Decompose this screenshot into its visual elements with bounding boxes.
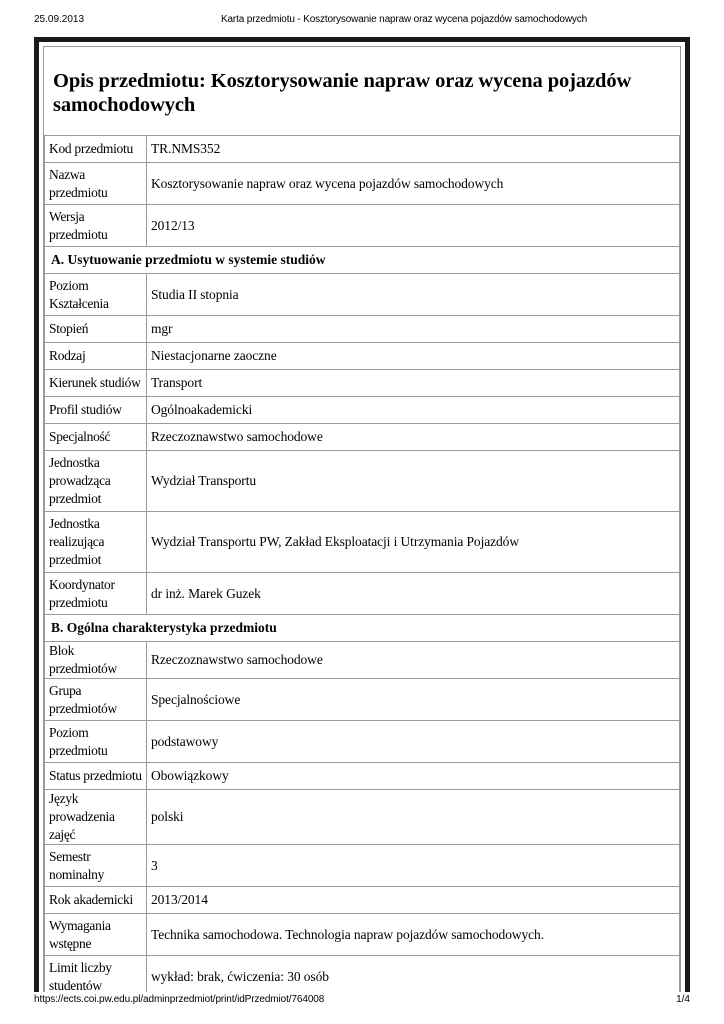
row-value: Technika samochodowa. Technologia napraw pojazdów samochodowych. xyxy=(147,914,680,956)
table-row xyxy=(45,887,680,914)
row-value: podstawowy xyxy=(147,721,680,763)
row-value: 2012/13 xyxy=(147,205,680,247)
table-row xyxy=(45,512,680,573)
row-label: Koordynator przedmiotu xyxy=(45,573,147,615)
row-label: Jednostka realizująca przedmiot xyxy=(45,512,147,573)
table-row xyxy=(45,424,680,451)
row-label: Poziom Kształcenia xyxy=(45,274,147,316)
table-row xyxy=(45,451,680,512)
course-card xyxy=(43,46,681,992)
print-url: https://ects.coi.pw.edu.pl/adminprzedmiot/print/idPrzedmiot/764008 xyxy=(34,994,325,1005)
row-value: mgr xyxy=(147,316,680,343)
row-value: Studia II stopnia xyxy=(147,274,680,316)
table-row xyxy=(45,763,680,790)
print-date: 25.09.2013 xyxy=(34,14,85,25)
row-value: Obowiązkowy xyxy=(147,763,680,790)
row-label: Język prowadzenia zajęć xyxy=(45,790,147,845)
section-title: B. Ogólna charakterystyka przedmiotu xyxy=(45,615,680,642)
row-value: Niestacjonarne zaoczne xyxy=(147,343,680,370)
table-row xyxy=(45,316,680,343)
row-label: Wersja przedmiotu xyxy=(45,205,147,247)
row-label: Jednostka prowadząca przedmiot xyxy=(45,451,147,512)
row-value: TR.NMS352 xyxy=(147,136,680,163)
table-row xyxy=(45,163,680,205)
row-label: Kierunek studiów xyxy=(45,370,147,397)
section-title: A. Usytuowanie przedmiotu w systemie studiów xyxy=(45,247,680,274)
print-document-title: Karta przedmiotu - Kosztorysowanie napraw oraz wycena pojazdów samochodowych xyxy=(221,14,588,25)
row-label: Wymagania wstępne xyxy=(45,914,147,956)
table-row xyxy=(45,205,680,247)
table-row xyxy=(45,136,680,163)
row-label: Rodzaj xyxy=(45,343,147,370)
section-header-b xyxy=(45,615,680,642)
row-value: Ogólnoakademicki xyxy=(147,397,680,424)
row-label: Kod przedmiotu xyxy=(45,136,147,163)
row-label: Rok akademicki xyxy=(45,887,147,914)
row-label: Grupa przedmiotów xyxy=(45,679,147,721)
table-row xyxy=(45,790,680,845)
row-label: Profil studiów xyxy=(45,397,147,424)
row-value: dr inż. Marek Guzek xyxy=(147,573,680,615)
table-row xyxy=(45,956,680,993)
row-label: Poziom przedmiotu xyxy=(45,721,147,763)
row-value: 3 xyxy=(147,845,680,887)
table-row xyxy=(45,370,680,397)
section-header-a xyxy=(45,247,680,274)
row-value: 2013/2014 xyxy=(147,887,680,914)
row-label: Specjalność xyxy=(45,424,147,451)
table-row xyxy=(45,343,680,370)
table-row xyxy=(45,642,680,679)
course-card-frame xyxy=(34,37,690,992)
table-row xyxy=(45,914,680,956)
print-footer xyxy=(0,994,724,1010)
row-value: polski xyxy=(147,790,680,845)
row-label: Nazwa przedmiotu xyxy=(45,163,147,205)
table-row xyxy=(45,679,680,721)
row-value: Transport xyxy=(147,370,680,397)
table-row xyxy=(45,845,680,887)
row-label: Status przedmiotu xyxy=(45,763,147,790)
table-row xyxy=(45,721,680,763)
row-label: Semestr nominalny xyxy=(45,845,147,887)
table-row xyxy=(45,397,680,424)
row-label: Blok przedmiotów xyxy=(45,642,147,679)
row-label: Stopień xyxy=(45,316,147,343)
row-value: Specjalnościowe xyxy=(147,679,680,721)
row-value: Wydział Transportu xyxy=(147,451,680,512)
print-header xyxy=(0,14,724,30)
table-row xyxy=(45,573,680,615)
page-title: Opis przedmiotu: Kosztorysowanie napraw oraz wycena pojazdów samochodowych xyxy=(53,70,632,116)
row-value: Kosztorysowanie napraw oraz wycena pojazdów samochodowych xyxy=(147,163,680,205)
table-row xyxy=(45,274,680,316)
row-value: Rzeczoznawstwo samochodowe xyxy=(147,642,680,679)
row-value: Rzeczoznawstwo samochodowe xyxy=(147,424,680,451)
row-value: Wydział Transportu PW, Zakład Eksploatacji i Utrzymania Pojazdów xyxy=(147,512,680,573)
course-details-table xyxy=(44,135,680,992)
row-label: Limit liczby studentów xyxy=(45,956,147,993)
page-number: 1/4 xyxy=(676,994,690,1005)
row-value: wykład: brak, ćwiczenia: 30 osób xyxy=(147,956,680,993)
